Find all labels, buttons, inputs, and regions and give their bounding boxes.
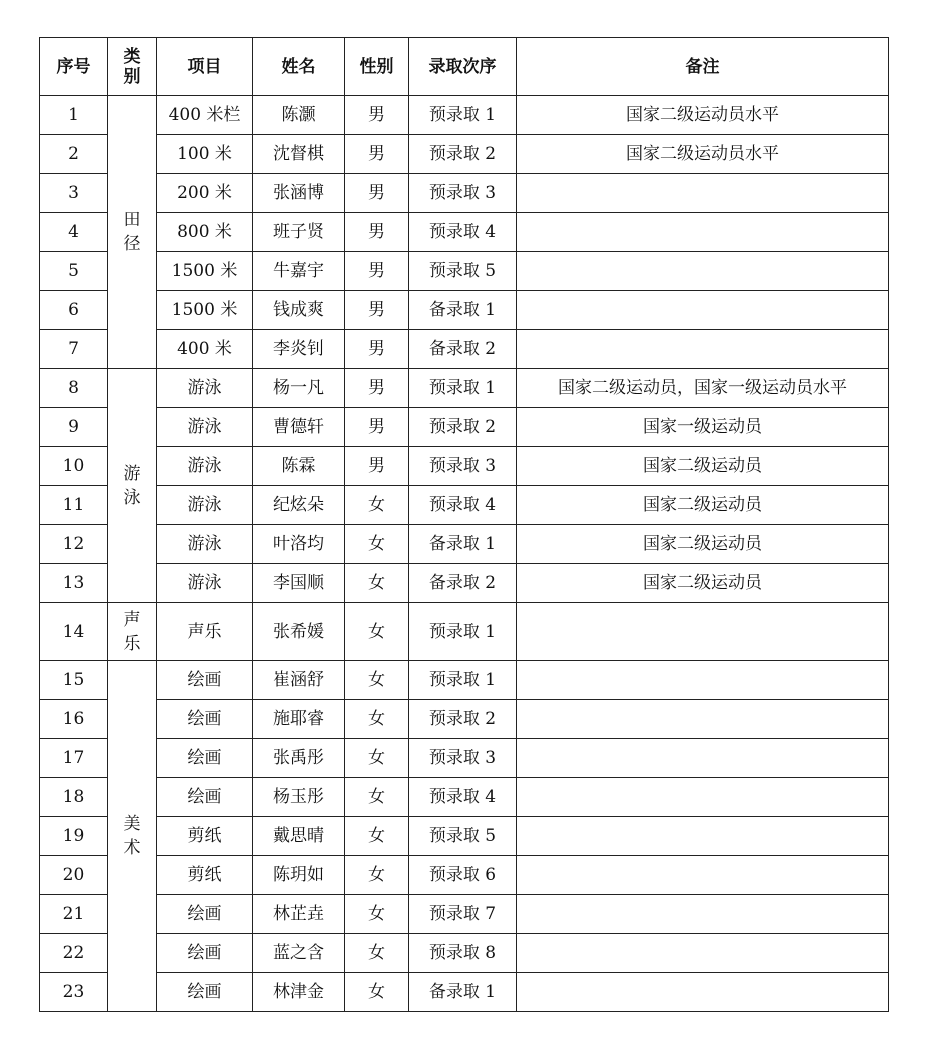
cell-gender: 女: [345, 895, 409, 934]
cell-category: [108, 661, 157, 1012]
cell-gender: 女: [345, 817, 409, 856]
category-label: 游泳: [123, 463, 141, 508]
table-row: [40, 330, 889, 369]
cell-order: 预录取 5: [409, 817, 517, 856]
cell-remark: 国家一级运动员: [517, 408, 889, 447]
cell-item: 游泳: [157, 447, 253, 486]
cell-item: 绘画: [157, 973, 253, 1012]
cell-name: 班子贤: [253, 213, 345, 252]
header-item: 项目: [157, 38, 253, 96]
header-row: [40, 38, 889, 96]
cell-gender: 女: [345, 856, 409, 895]
cell-remark: 国家二级运动员，国家一级运动员水平: [517, 369, 889, 408]
cell-item: 1500 米: [157, 291, 253, 330]
table-row: [40, 447, 889, 486]
cell-no: 7: [40, 330, 108, 369]
cell-gender: 女: [345, 603, 409, 661]
cell-item: 100 米: [157, 135, 253, 174]
cell-order: 预录取 1: [409, 603, 517, 661]
cell-item: 1500 米: [157, 252, 253, 291]
cell-no: 9: [40, 408, 108, 447]
table-body: [40, 96, 889, 1012]
cell-no: 20: [40, 856, 108, 895]
cell-order: 预录取 3: [409, 739, 517, 778]
cell-category: [108, 96, 157, 369]
cell-no: 8: [40, 369, 108, 408]
table-row: [40, 778, 889, 817]
cell-no: 18: [40, 778, 108, 817]
cell-order: 预录取 1: [409, 96, 517, 135]
cell-item: 声乐: [157, 603, 253, 661]
cell-order: 预录取 5: [409, 252, 517, 291]
cell-item: 绘画: [157, 778, 253, 817]
cell-no: 17: [40, 739, 108, 778]
cell-gender: 男: [345, 291, 409, 330]
cell-no: 3: [40, 174, 108, 213]
table-row: [40, 96, 889, 135]
cell-no: 11: [40, 486, 108, 525]
cell-remark: [517, 817, 889, 856]
cell-remark: [517, 700, 889, 739]
header-order: 录取次序: [409, 38, 517, 96]
cell-remark: [517, 739, 889, 778]
category-label: 声乐: [123, 609, 141, 654]
table-row: [40, 525, 889, 564]
cell-order: 备录取 1: [409, 973, 517, 1012]
table-row: [40, 174, 889, 213]
cell-item: 游泳: [157, 408, 253, 447]
cell-category: [108, 603, 157, 661]
cell-gender: 男: [345, 213, 409, 252]
table-row: [40, 973, 889, 1012]
cell-remark: [517, 213, 889, 252]
cell-gender: 女: [345, 778, 409, 817]
cell-remark: [517, 603, 889, 661]
cell-item: 剪纸: [157, 856, 253, 895]
cell-item: 剪纸: [157, 817, 253, 856]
cell-order: 预录取 2: [409, 135, 517, 174]
cell-no: 15: [40, 661, 108, 700]
cell-name: 崔涵舒: [253, 661, 345, 700]
cell-remark: 国家二级运动员: [517, 447, 889, 486]
header-gender: 性别: [345, 38, 409, 96]
table-row: [40, 135, 889, 174]
header-no: 序号: [40, 38, 108, 96]
cell-item: 400 米栏: [157, 96, 253, 135]
cell-remark: [517, 330, 889, 369]
cell-remark: [517, 291, 889, 330]
table-row: [40, 603, 889, 661]
cell-item: 400 米: [157, 330, 253, 369]
cell-item: 绘画: [157, 934, 253, 973]
cell-name: 李国顺: [253, 564, 345, 603]
cell-gender: 女: [345, 739, 409, 778]
cell-no: 22: [40, 934, 108, 973]
admission-table: [39, 37, 889, 1012]
cell-item: 绘画: [157, 700, 253, 739]
cell-gender: 男: [345, 135, 409, 174]
cell-no: 5: [40, 252, 108, 291]
cell-no: 16: [40, 700, 108, 739]
cell-name: 戴思晴: [253, 817, 345, 856]
table-row: [40, 934, 889, 973]
cell-no: 12: [40, 525, 108, 564]
category-label: 田径: [123, 210, 141, 254]
table-row: [40, 486, 889, 525]
table-row: [40, 817, 889, 856]
cell-name: 陈霖: [253, 447, 345, 486]
cell-item: 绘画: [157, 661, 253, 700]
cell-remark: [517, 661, 889, 700]
cell-name: 叶洛均: [253, 525, 345, 564]
cell-remark: 国家二级运动员水平: [517, 135, 889, 174]
cell-remark: [517, 934, 889, 973]
cell-gender: 男: [345, 369, 409, 408]
cell-gender: 男: [345, 174, 409, 213]
cell-order: 备录取 2: [409, 330, 517, 369]
cell-order: 预录取 2: [409, 408, 517, 447]
cell-name: 牛嘉宇: [253, 252, 345, 291]
cell-no: 13: [40, 564, 108, 603]
cell-name: 张禹彤: [253, 739, 345, 778]
table-row: [40, 700, 889, 739]
cell-gender: 女: [345, 973, 409, 1012]
cell-remark: [517, 856, 889, 895]
header-name: 姓名: [253, 38, 345, 96]
cell-gender: 女: [345, 934, 409, 973]
cell-order: 预录取 6: [409, 856, 517, 895]
cell-remark: [517, 895, 889, 934]
cell-gender: 女: [345, 486, 409, 525]
cell-order: 预录取 2: [409, 700, 517, 739]
cell-remark: [517, 778, 889, 817]
cell-remark: [517, 174, 889, 213]
table-row: [40, 564, 889, 603]
cell-gender: 女: [345, 700, 409, 739]
cell-name: 杨玉彤: [253, 778, 345, 817]
cell-order: 预录取 1: [409, 369, 517, 408]
header-category: [108, 38, 157, 96]
table-row: [40, 408, 889, 447]
header-category-label: 类别: [123, 46, 141, 87]
cell-remark: [517, 973, 889, 1012]
cell-gender: 男: [345, 96, 409, 135]
cell-gender: 男: [345, 408, 409, 447]
cell-no: 19: [40, 817, 108, 856]
table-row: [40, 739, 889, 778]
category-label: 美术: [123, 814, 141, 858]
cell-gender: 女: [345, 564, 409, 603]
table-row: [40, 252, 889, 291]
cell-gender: 男: [345, 447, 409, 486]
cell-name: 纪炫朵: [253, 486, 345, 525]
cell-item: 游泳: [157, 525, 253, 564]
cell-name: 林津金: [253, 973, 345, 1012]
cell-name: 李炎钊: [253, 330, 345, 369]
cell-item: 绘画: [157, 739, 253, 778]
cell-item: 游泳: [157, 486, 253, 525]
cell-name: 曹德轩: [253, 408, 345, 447]
table-row: [40, 213, 889, 252]
cell-order: 预录取 4: [409, 213, 517, 252]
cell-name: 张涵博: [253, 174, 345, 213]
cell-remark: 国家二级运动员水平: [517, 96, 889, 135]
cell-name: 钱成爽: [253, 291, 345, 330]
cell-order: 预录取 8: [409, 934, 517, 973]
cell-no: 14: [40, 603, 108, 661]
cell-item: 200 米: [157, 174, 253, 213]
cell-item: 游泳: [157, 564, 253, 603]
cell-remark: 国家二级运动员: [517, 564, 889, 603]
cell-gender: 女: [345, 525, 409, 564]
table-row: [40, 856, 889, 895]
cell-remark: 国家二级运动员: [517, 525, 889, 564]
cell-name: 施耶睿: [253, 700, 345, 739]
cell-gender: 女: [345, 661, 409, 700]
cell-item: 游泳: [157, 369, 253, 408]
table-row: [40, 291, 889, 330]
table-row: [40, 661, 889, 700]
cell-order: 预录取 3: [409, 447, 517, 486]
cell-order: 预录取 4: [409, 486, 517, 525]
cell-name: 陈灏: [253, 96, 345, 135]
table-row: [40, 895, 889, 934]
cell-gender: 男: [345, 330, 409, 369]
cell-no: 6: [40, 291, 108, 330]
cell-no: 21: [40, 895, 108, 934]
cell-category: [108, 369, 157, 603]
cell-gender: 男: [345, 252, 409, 291]
cell-order: 备录取 1: [409, 291, 517, 330]
cell-order: 备录取 1: [409, 525, 517, 564]
cell-name: 林芷垚: [253, 895, 345, 934]
cell-remark: 国家二级运动员: [517, 486, 889, 525]
cell-name: 杨一凡: [253, 369, 345, 408]
cell-item: 绘画: [157, 895, 253, 934]
cell-name: 沈督棋: [253, 135, 345, 174]
cell-name: 陈玥如: [253, 856, 345, 895]
cell-no: 23: [40, 973, 108, 1012]
cell-order: 预录取 1: [409, 661, 517, 700]
cell-order: 预录取 7: [409, 895, 517, 934]
table-row: [40, 369, 889, 408]
cell-remark: [517, 252, 889, 291]
cell-order: 备录取 2: [409, 564, 517, 603]
cell-order: 预录取 4: [409, 778, 517, 817]
cell-item: 800 米: [157, 213, 253, 252]
cell-no: 2: [40, 135, 108, 174]
cell-name: 蓝之含: [253, 934, 345, 973]
cell-no: 1: [40, 96, 108, 135]
cell-order: 预录取 3: [409, 174, 517, 213]
cell-name: 张希媛: [253, 603, 345, 661]
header-remark: 备注: [517, 38, 889, 96]
cell-no: 4: [40, 213, 108, 252]
cell-no: 10: [40, 447, 108, 486]
